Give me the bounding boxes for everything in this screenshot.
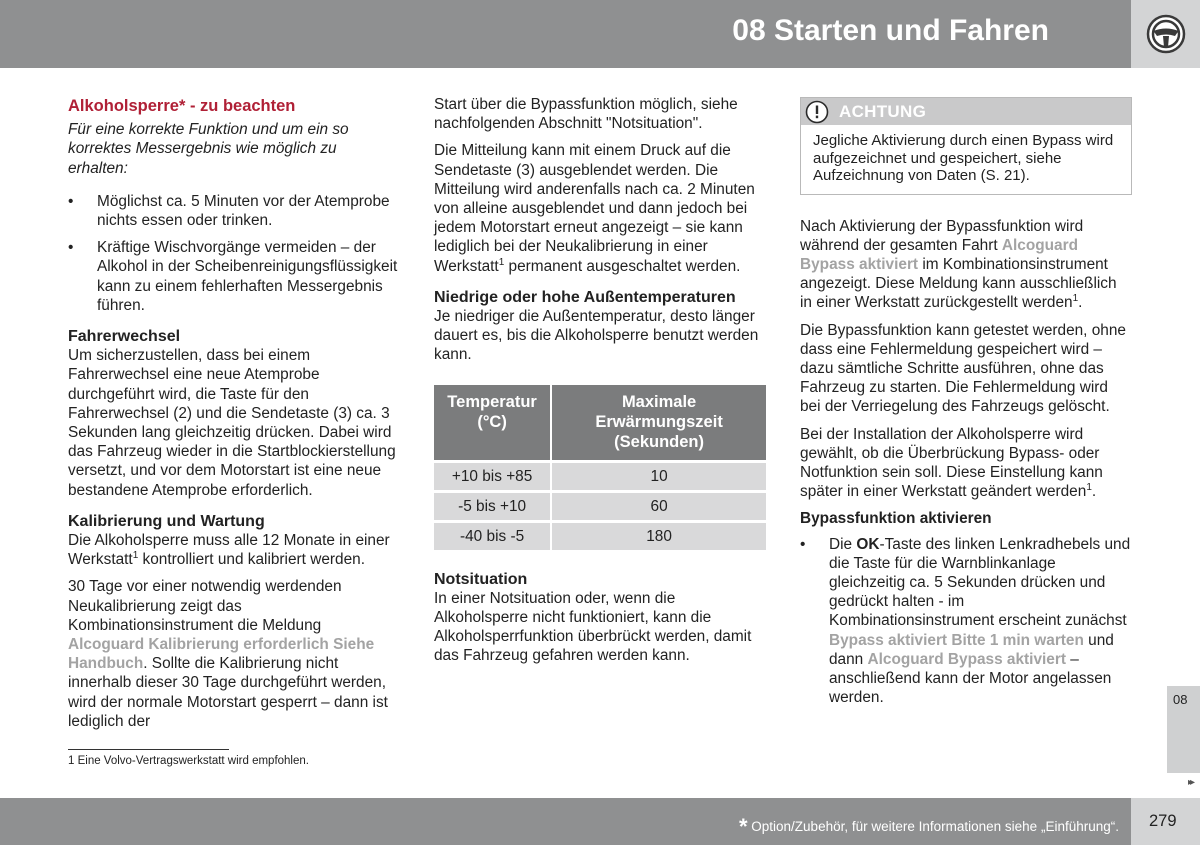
intro-text: Für eine korrekte Funktion und um ein so korrektes Messergebnis wie möglich zu erhalten: — [68, 121, 349, 177]
warning-text: Jegliche Aktivierung durch einen Bypass wird aufgezeichnet und gespeichert, siehe Aufzeichnung von Daten (S. 21). — [813, 132, 1114, 184]
list-item: • Die OK-Taste des linken Lenkradhebels und die Taste für die Warnblinkanlage gleichzeitig ca. 5 Sekunden drücken und gedrückt halten - im Kombinationsinstrument erscheint zunächst Bypass aktiviert Bitte 1 min warten und dann Alcoguard Bypass aktiviert – anschließend kann der Motor angelassen werden. — [800, 535, 1131, 707]
table-cell: 10 — [552, 460, 766, 490]
paragraph-bypass-aktiv: Nach Aktivierung der Bypassfunktion wird während der gesamten Fahrt Alcoguard Bypass aktiviert im Kombinationsinstrument angezeigt. Diese Meldung kann ausschließlich in einer Werkstatt zurückgestellt werden$^1$. — [800, 217, 1117, 312]
chapter-tab — [1167, 686, 1200, 773]
list-item-text: Möglichst ca. 5 Minuten vor der Atemprobe nichts essen oder trinken. — [97, 192, 390, 230]
chapter-icon-box — [1131, 0, 1200, 68]
bullet-list — [68, 192, 400, 315]
ok-key-label: OK — [856, 535, 880, 553]
list-item — [68, 238, 400, 315]
paragraph-mitteilung: Die Mitteilung kann mit einem Druck auf die Sendetaste (3) ausgeblendet werden. Die Mitteilung wird anderenfalls nach ca. 2 Minuten von alleine ausgeblendet und dann jedoch bei jedem Motorstart erneut angezeigt – sie kann lediglich bei der Neukalibrierung in einer Werkstatt$^1$ permanent ausgeschaltet werden. — [434, 142, 755, 275]
steering-wheel-icon — [1146, 14, 1186, 54]
footer-note: * Option/Zubehör, für weitere Informationen siehe „Einführung“. — [738, 814, 1119, 839]
heading-temperaturen: Niedrige oder hohe Außentemperaturen — [434, 288, 736, 306]
chapter-tab-label: 08 — [1173, 692, 1188, 707]
table-header: Maximale Erwärmungszeit (Sekunden) — [552, 385, 766, 460]
column-middle — [434, 95, 766, 674]
section-title: Alkoholsperre* - zu beachten — [68, 97, 296, 115]
footnote-ref: 1 — [1072, 293, 1079, 305]
list-item — [68, 192, 400, 230]
warmup-table — [434, 385, 766, 550]
bullet-list — [800, 535, 1132, 708]
page-header — [0, 0, 1131, 68]
table-header: Temperatur (°C) — [434, 385, 552, 460]
table-cell: 60 — [552, 490, 766, 520]
table-row — [434, 460, 766, 490]
heading-kalibrierung: Kalibrierung und Wartung — [68, 512, 265, 530]
table-row — [434, 520, 766, 550]
table-row — [434, 490, 766, 520]
warning-box — [800, 97, 1132, 195]
table-cell: -40 bis -5 — [434, 520, 552, 550]
info-icon — [805, 100, 829, 124]
footnote-ref: 1 — [498, 256, 505, 268]
bullet-icon: • — [68, 192, 74, 210]
paragraph-neukalibrierung: 30 Tage vor einer notwendig werdenden Neukalibrierung zeigt das Kombinationsinstrument die Meldung Alcoguard Kalibrierung erforderlich Siehe Handbuch. Sollte die Kalibrierung nicht innerhalb dieser 30 Tage durchgeführt werden, wird der normale Motorstart gesperrt – dann ist lediglich der — [68, 578, 388, 730]
asterisk-icon: * — [738, 814, 748, 839]
table-cell: +10 bis +85 — [434, 460, 552, 490]
heading-notsituation: Notsituation — [434, 570, 528, 588]
chapter-title: 08 Starten und Fahren — [732, 14, 1049, 47]
list-item-text: Kräftige Wischvorgänge vermeiden – der Alkohol in der Scheibenreinigungsflüssigkeit kann zu einem fehlerhaften Messergebnis führen. — [97, 239, 398, 314]
paragraph-fahrerwechsel: Um sicherzustellen, dass bei einem Fahrerwechsel eine neue Atemprobe durchgeführt wird, die Taste für den Fahrerwechsel (2) und die Sendetaste (3) ca. 3 Sekunden lang gleichzeitig drücken. Dabei wird das Fahrzeug wieder in die Startblockierstellung versetzt, und vor dem Motorstart ist eine neue bestandene Atemprobe erforderlich. — [68, 347, 396, 499]
heading-fahrerwechsel: Fahrerwechsel — [68, 328, 181, 346]
footnote: 1 Eine Volvo-Vertragswerkstatt wird empfohlen. — [68, 755, 309, 767]
display-message: Bypass aktiviert Bitte 1 min warten — [829, 631, 1084, 649]
bullet-icon: • — [800, 535, 806, 553]
display-message: Alcoguard Kalibrierung erforderlich Siehe Handbuch — [68, 636, 375, 673]
paragraph-bypass-test: Die Bypassfunktion kann getestet werden, ohne dass eine Fehlermeldung gespeichert wird – dazu sämtliche Schritte ausführen, ohne das Fahrzeug zu starten. Die Fehlermeldung wird bei der Verriegelung des Fahrzeugs gelöscht. — [800, 321, 1126, 416]
paragraph-installation: Bei der Installation der Alkoholsperre wird gewählt, ob die Überbrückung Bypass- oder Notfunktion sein soll. Diese Einstellung kann später in einer Werkstatt geändert werden$^1$. — [800, 425, 1103, 501]
bullet-icon: • — [68, 239, 74, 257]
paragraph-bypass-start: Start über die Bypassfunktion möglich, siehe nachfolgenden Abschnitt "Notsituation". — [434, 96, 738, 133]
table-cell: 180 — [552, 520, 766, 550]
footnote-ref: 1 — [132, 550, 139, 562]
column-right — [800, 95, 1132, 715]
footnote-divider — [68, 749, 229, 750]
paragraph-temperaturen: Je niedriger die Außentemperatur, desto länger dauert es, bis die Alkoholsperre benutzt werden kann. — [434, 308, 759, 364]
warning-title: ACHTUNG — [839, 102, 927, 121]
page-footer — [0, 798, 1131, 845]
column-left — [68, 95, 400, 739]
page-number: 279 — [1149, 812, 1177, 830]
page-number-box — [1131, 798, 1200, 845]
table-cell: -5 bis +10 — [434, 490, 552, 520]
heading-bypass-aktivieren: Bypassfunktion aktivieren — [800, 510, 992, 528]
footnote-ref: 1 — [1086, 482, 1092, 494]
continue-arrows-icon: ▸▸ — [1188, 777, 1193, 788]
paragraph-notsituation: In einer Notsituation oder, wenn die Alkoholsperre nicht funktioniert, kann die Alkoholsperrfunktion überbrückt werden, damit das Fahrzeug gefahren werden kann. — [434, 589, 752, 665]
display-message: Alcoguard Bypass aktiviert — [867, 650, 1066, 668]
display-message: Alcoguard Bypass aktiviert — [800, 236, 1079, 273]
warning-header — [801, 98, 1131, 125]
paragraph-kalibrierung: Die Alkoholsperre muss alle 12 Monate in einer Werkstatt$^1$ kontrolliert und kalibriert werden. — [68, 532, 390, 569]
